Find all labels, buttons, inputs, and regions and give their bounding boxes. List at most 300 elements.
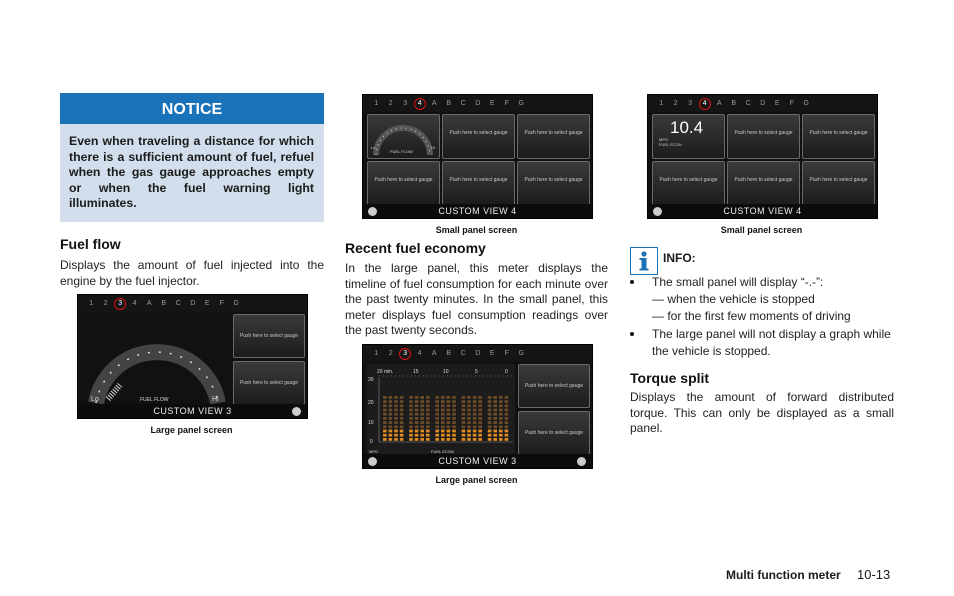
graph-bar-segment: [473, 417, 477, 420]
recent-large-caption: Large panel screen: [435, 475, 518, 485]
select-gauge-panel[interactable]: Push here to select gauge: [802, 114, 875, 159]
recent-small-screen: [362, 94, 593, 219]
graph-bar-segment: [426, 409, 430, 412]
recent-small-caption: Small panel screen: [435, 225, 518, 235]
tab-2: 2: [388, 350, 393, 357]
tab-3: 3: [403, 100, 408, 107]
graph-bar-segment: [447, 404, 451, 407]
graph-bar-segment: [409, 417, 413, 420]
tab-d: D: [190, 300, 196, 307]
graph-bar-segment: [383, 409, 387, 412]
fuel-flow-caption: Large panel screen: [150, 425, 233, 435]
graph-bar-segment: [452, 434, 456, 437]
tab-c: C: [460, 350, 466, 357]
graph-bar-segment: [426, 417, 430, 420]
graph-bar-segment: [499, 434, 503, 437]
graph-bar-segment: [467, 400, 471, 403]
graph-bar-segment: [505, 438, 509, 441]
tab-d: D: [760, 100, 766, 107]
graph-bar-segment: [389, 413, 393, 416]
graph-bar-segment: [467, 425, 471, 428]
screen-bottom-bar: [648, 204, 877, 218]
graph-bar-segment: [452, 413, 456, 416]
graph-bar-segment: [441, 396, 445, 399]
graph-bar-segment: [389, 438, 393, 441]
graph-y-30: 30: [368, 377, 374, 383]
graph-bar-segment: [415, 434, 419, 437]
tab-c: C: [175, 300, 181, 307]
graph-bar-segment: [473, 413, 477, 416]
graph-bar-segment: [420, 438, 424, 441]
graph-bar-segment: [505, 421, 509, 424]
graph-bar-segment: [452, 404, 456, 407]
graph-bar-segment: [415, 409, 419, 412]
graph-bar-segment: [499, 404, 503, 407]
graph-bar-segment: [488, 430, 492, 433]
recent-fuel-economy-text: In the large panel, this meter displays the timeline of fuel consumption for each minute over the past twenty minutes. In the small panel, this meter displays fuel consumption readings over the past twenty seconds.: [345, 261, 608, 338]
tab-e: E: [489, 350, 495, 357]
graph-bar-segment: [493, 430, 497, 433]
graph-bar-segment: [452, 396, 456, 399]
graph-bar-segment: [452, 400, 456, 403]
graph-bar-segment: [452, 425, 456, 428]
screen-tab-bar: [78, 295, 307, 312]
graph-bar-segment: [383, 434, 387, 437]
graph-bar-segment: [420, 421, 424, 424]
graph-bar-segment: [389, 396, 393, 399]
graph-bar-segment: [473, 400, 477, 403]
tab-b: B: [446, 350, 452, 357]
graph-label-5: 5: [475, 369, 478, 375]
graph-bar-segment: [420, 417, 424, 420]
graph-bar-segment: [415, 396, 419, 399]
select-gauge-panel[interactable]: Push here to select gauge: [517, 161, 590, 206]
graph-bar-segment: [441, 409, 445, 412]
graph-bar-segment: [420, 409, 424, 412]
graph-bar-segment: [409, 404, 413, 407]
graph-bar-segment: [426, 421, 430, 424]
graph-bar-segment: [400, 434, 404, 437]
notice-title: NOTICE: [60, 93, 324, 124]
graph-bar-segment: [383, 425, 387, 428]
tab-a: A: [716, 100, 722, 107]
fuel-econ-mpg: MPG: [659, 137, 669, 142]
graph-bar-segment: [478, 421, 482, 424]
graph-bar-segment: [467, 404, 471, 407]
graph-bar-segment: [467, 417, 471, 420]
notice-box: [60, 93, 324, 222]
select-gauge-panel[interactable]: Push here to select gauge: [367, 161, 440, 206]
graph-bar-segment: [447, 400, 451, 403]
graph-bar-segment: [478, 438, 482, 441]
graph-bar-segment: [409, 396, 413, 399]
graph-bar-segment: [426, 430, 430, 433]
tab-4-selected: 4: [413, 98, 428, 110]
graph-bar-segment: [462, 396, 466, 399]
select-gauge-panel[interactable]: Push here to select gauge: [442, 114, 515, 159]
graph-bar-segment: [493, 438, 497, 441]
graph-bar-segment: [478, 417, 482, 420]
select-gauge-panel-bottom[interactable]: Push here to select gauge: [233, 361, 305, 405]
graph-bar-segment: [420, 425, 424, 428]
next-arrow-icon[interactable]: [577, 457, 586, 466]
graph-bar-segment: [488, 425, 492, 428]
torque-split-text: Displays the amount of forward distributed torque. This can only be displayed as a small panel.: [630, 390, 894, 436]
graph-bar-segment: [426, 404, 430, 407]
footer-section-title: Multi function meter: [726, 568, 841, 582]
graph-bar-segment: [462, 400, 466, 403]
graph-bar-segment: [409, 413, 413, 416]
graph-bar-segment: [383, 400, 387, 403]
graph-bar-segment: [400, 400, 404, 403]
graph-bar-segment: [409, 438, 413, 441]
graph-bar-segment: [394, 421, 398, 424]
graph-bar-segment: [478, 434, 482, 437]
tab-1: 1: [89, 300, 94, 307]
tab-3-selected: 3: [398, 348, 413, 360]
graph-bar-segment: [452, 421, 456, 424]
graph-bar-segment: [505, 413, 509, 416]
graph-bar-segment: [441, 430, 445, 433]
graph-bar-segment: [441, 438, 445, 441]
graph-bar-segment: [488, 434, 492, 437]
graph-bar-segment: [447, 425, 451, 428]
graph-bar-segment: [467, 438, 471, 441]
select-gauge-panel[interactable]: Push here to select gauge: [517, 114, 590, 159]
graph-bar-segment: [493, 400, 497, 403]
graph-bar-segment: [462, 409, 466, 412]
tab-d: D: [475, 350, 481, 357]
graph-bar-segment: [473, 409, 477, 412]
tab-a: A: [431, 350, 437, 357]
graph-bar-segment: [478, 409, 482, 412]
graph-bar-segment: [383, 413, 387, 416]
graph-bar-segment: [493, 404, 497, 407]
graph-bar-segment: [435, 413, 439, 416]
graph-bar-segment: [447, 409, 451, 412]
tab-e: E: [204, 300, 210, 307]
info-dash-2: — for the first few moments of driving: [652, 309, 851, 323]
graph-bar-segment: [499, 400, 503, 403]
graph-bar-segment: [493, 425, 497, 428]
select-gauge-panel[interactable]: Push here to select gauge: [727, 114, 800, 159]
graph-bar-segment: [499, 438, 503, 441]
graph-bar-segment: [488, 413, 492, 416]
graph-bar-segment: [473, 430, 477, 433]
graph-bar-segment: [389, 425, 393, 428]
graph-label-15: 15: [413, 369, 419, 375]
info-bullet-2: The large panel will not display a graph while the vehicle is stopped.: [652, 327, 891, 358]
graph-bar-segment: [473, 396, 477, 399]
graph-bar-segment: [426, 434, 430, 437]
recent-large-screen: [362, 344, 593, 469]
fuel-flow-gauge: [86, 313, 228, 405]
bullet-dot: [630, 332, 634, 336]
select-gauge-panel-top[interactable]: Push here to select gauge: [233, 314, 305, 358]
info-dash-1: — when the vehicle is stopped: [652, 292, 815, 306]
graph-bar-segment: [389, 404, 393, 407]
tab-c: C: [745, 100, 751, 107]
tab-1: 1: [374, 100, 379, 107]
graph-bar-segment: [467, 413, 471, 416]
graph-bar-segment: [473, 421, 477, 424]
graph-bar-segment: [467, 409, 471, 412]
graph-bar-segment: [415, 438, 419, 441]
fuel-flow-heading: Fuel flow: [60, 236, 121, 252]
graph-bar-segment: [447, 421, 451, 424]
graph-bar-segment: [505, 409, 509, 412]
graph-bar-segment: [435, 425, 439, 428]
fuel-flow-large-screen: [77, 294, 308, 419]
graph-bar-segment: [400, 417, 404, 420]
graph-bar-segment: [488, 396, 492, 399]
graph-bar-segment: [415, 400, 419, 403]
graph-bar-segment: [415, 417, 419, 420]
graph-bar-segment: [505, 434, 509, 437]
select-gauge-panel[interactable]: Push here to select gauge: [727, 161, 800, 206]
graph-bar-segment: [478, 396, 482, 399]
graph-bar-segment: [409, 400, 413, 403]
custom-view-title: CUSTOM VIEW 3: [438, 456, 517, 466]
gauge-fuel-flow-label: FUEL FLOW: [140, 397, 169, 403]
graph-bar-segment: [415, 425, 419, 428]
graph-bar-segment: [467, 434, 471, 437]
graph-bar-segment: [478, 430, 482, 433]
graph-bar-segment: [394, 438, 398, 441]
svg-text:Hi: Hi: [431, 145, 435, 150]
info-icon: [630, 247, 658, 275]
graph-bar-segment: [394, 417, 398, 420]
gauge-hi-label: Hi: [212, 396, 219, 403]
fuel-econ-value: 10.4: [670, 118, 704, 137]
graph-bar-segment: [420, 396, 424, 399]
graph-bar-segment: [452, 409, 456, 412]
graph-bar-segment: [447, 417, 451, 420]
graph-y-10: 10: [368, 420, 374, 426]
select-gauge-panel[interactable]: Push here to select gauge: [442, 161, 515, 206]
graph-bar-segment: [447, 438, 451, 441]
tab-f: F: [504, 100, 509, 107]
tab-2: 2: [388, 100, 393, 107]
tab-g: G: [518, 350, 524, 357]
graph-bar-segment: [488, 417, 492, 420]
graph-bar-segment: [383, 417, 387, 420]
graph-bar-segment: [435, 417, 439, 420]
graph-bar-segment: [420, 413, 424, 416]
graph-bar-segment: [462, 434, 466, 437]
graph-bar-segment: [435, 409, 439, 412]
torque-split-heading: Torque split: [630, 370, 710, 386]
graph-bar-segment: [462, 417, 466, 420]
fuel-flow-text: Displays the amount of fuel injected into the engine by the fuel injector.: [60, 258, 324, 288]
graph-bar-segment: [420, 404, 424, 407]
gauge-lo-label: Lo: [91, 396, 99, 403]
graph-bar-segment: [493, 396, 497, 399]
graph-bar-segment: [462, 413, 466, 416]
fuel-econ-label: FUEL ECON: [659, 142, 682, 147]
graph-bar-segment: [383, 430, 387, 433]
tab-g: G: [803, 100, 809, 107]
graph-bar-segment: [400, 421, 404, 424]
graph-bar-segment: [420, 400, 424, 403]
right-small-screen: [647, 94, 878, 219]
tab-b: B: [161, 300, 167, 307]
select-gauge-panel[interactable]: Push here to select gauge: [802, 161, 875, 206]
graph-bar-segment: [435, 430, 439, 433]
next-arrow-icon[interactable]: [292, 407, 301, 416]
graph-bar-segment: [400, 425, 404, 428]
tab-d: D: [475, 100, 481, 107]
info-bullet-1: The small panel will display “-.-”:: [652, 275, 824, 289]
graph-bar-segment: [441, 421, 445, 424]
graph-bar-segment: [462, 404, 466, 407]
tab-4: 4: [132, 300, 137, 307]
graph-bar-segment: [441, 400, 445, 403]
graph-bar-segment: [426, 425, 430, 428]
tab-1: 1: [659, 100, 664, 107]
graph-bar-segment: [394, 430, 398, 433]
graph-bar-segment: [493, 434, 497, 437]
select-gauge-panel-bottom[interactable]: Push here to select gauge: [518, 411, 590, 455]
fuel-economy-graph: [367, 364, 515, 456]
graph-bar-segment: [467, 430, 471, 433]
graph-bar-segment: [493, 413, 497, 416]
graph-bar-segment: [478, 425, 482, 428]
select-gauge-panel[interactable]: Push here to select gauge: [652, 161, 725, 206]
screen-tab-bar: [363, 95, 592, 112]
tab-e: E: [489, 100, 495, 107]
graph-bar-segment: [435, 434, 439, 437]
graph-bar-segment: [441, 425, 445, 428]
graph-bar-segment: [499, 421, 503, 424]
graph-bar-segment: [409, 425, 413, 428]
graph-bar-segment: [505, 417, 509, 420]
graph-bar-segment: [389, 409, 393, 412]
graph-bar-segment: [389, 417, 393, 420]
right-small-caption: Small panel screen: [720, 225, 803, 235]
screen-bottom-bar: [363, 204, 592, 218]
graph-bar-segment: [400, 409, 404, 412]
tab-f: F: [219, 300, 224, 307]
graph-bar-segment: [441, 404, 445, 407]
graph-bar-segment: [493, 417, 497, 420]
tab-b: B: [731, 100, 737, 107]
graph-bar-segment: [400, 413, 404, 416]
graph-bar-segment: [394, 434, 398, 437]
graph-bar-segment: [426, 396, 430, 399]
graph-bar-segment: [478, 404, 482, 407]
svg-text:Lo: Lo: [371, 145, 376, 150]
tab-2: 2: [673, 100, 678, 107]
graph-bar-segment: [488, 421, 492, 424]
graph-bar-segment: [462, 430, 466, 433]
tab-a: A: [431, 100, 437, 107]
tab-e: E: [774, 100, 780, 107]
graph-bar-segment: [389, 430, 393, 433]
screen-tab-bar: [648, 95, 877, 112]
graph-bar-segment: [462, 425, 466, 428]
graph-bar-segment: [505, 430, 509, 433]
graph-bar-segment: [478, 413, 482, 416]
graph-bar-segment: [462, 421, 466, 424]
graph-bar-segment: [420, 430, 424, 433]
graph-bar-segment: [435, 400, 439, 403]
graph-bar-segment: [441, 434, 445, 437]
graph-bar-segment: [493, 409, 497, 412]
tab-f: F: [789, 100, 794, 107]
custom-view-title: CUSTOM VIEW 3: [153, 406, 232, 416]
graph-bar-segment: [499, 396, 503, 399]
graph-label-10: 10: [443, 369, 449, 375]
graph-bar-segment: [394, 404, 398, 407]
tab-3: 3: [688, 100, 693, 107]
graph-bar-segment: [415, 430, 419, 433]
graph-bar-segment: [447, 430, 451, 433]
graph-bar-segment: [415, 421, 419, 424]
graph-bar-segment: [383, 396, 387, 399]
graph-bar-segment: [435, 438, 439, 441]
graph-bar-segment: [473, 434, 477, 437]
graph-bar-segment: [493, 421, 497, 424]
graph-bar-segment: [488, 400, 492, 403]
graph-bar-segment: [478, 400, 482, 403]
select-gauge-panel-top[interactable]: Push here to select gauge: [518, 364, 590, 408]
graph-bar-segment: [452, 417, 456, 420]
bullet-dot: [630, 280, 634, 284]
graph-bar-segment: [409, 421, 413, 424]
graph-bar-segment: [467, 396, 471, 399]
tab-g: G: [233, 300, 239, 307]
graph-bar-segment: [473, 404, 477, 407]
custom-view-title: CUSTOM VIEW 4: [723, 206, 802, 216]
graph-bar-segment: [452, 430, 456, 433]
graph-bar-segment: [435, 396, 439, 399]
graph-bar-segment: [383, 421, 387, 424]
graph-mpg: MPG: [369, 449, 379, 454]
graph-bar-segment: [394, 409, 398, 412]
graph-bar-segment: [420, 434, 424, 437]
graph-bar-segment: [488, 438, 492, 441]
graph-bar-segment: [383, 404, 387, 407]
graph-bar-segment: [441, 413, 445, 416]
graph-bar-segment: [394, 425, 398, 428]
graph-bar-segment: [389, 400, 393, 403]
graph-bar-segment: [400, 396, 404, 399]
tab-b: B: [446, 100, 452, 107]
graph-bar-segment: [473, 425, 477, 428]
screen-bottom-bar: [78, 404, 307, 418]
graph-bar-segment: [447, 396, 451, 399]
graph-bar-segment: [400, 404, 404, 407]
screen-bottom-bar: [363, 454, 592, 468]
graph-bar-segment: [435, 421, 439, 424]
graph-bar-segment: [441, 417, 445, 420]
graph-bar-segment: [447, 434, 451, 437]
graph-bar-segment: [447, 413, 451, 416]
mini-fuel-flow-gauge[interactable]: [367, 114, 440, 159]
graph-bar-segment: [394, 396, 398, 399]
graph-bar-segment: [435, 404, 439, 407]
graph-bar-segment: [488, 409, 492, 412]
graph-bar-segment: [488, 404, 492, 407]
svg-text:FUEL FLOW: FUEL FLOW: [390, 149, 413, 154]
graph-bar-segment: [409, 434, 413, 437]
graph-bar-segment: [389, 421, 393, 424]
tab-c: C: [460, 100, 466, 107]
fuel-econ-value-panel[interactable]: [652, 114, 725, 159]
graph-label-20min: 20 min.: [377, 369, 394, 375]
graph-y-20: 20: [368, 400, 374, 406]
